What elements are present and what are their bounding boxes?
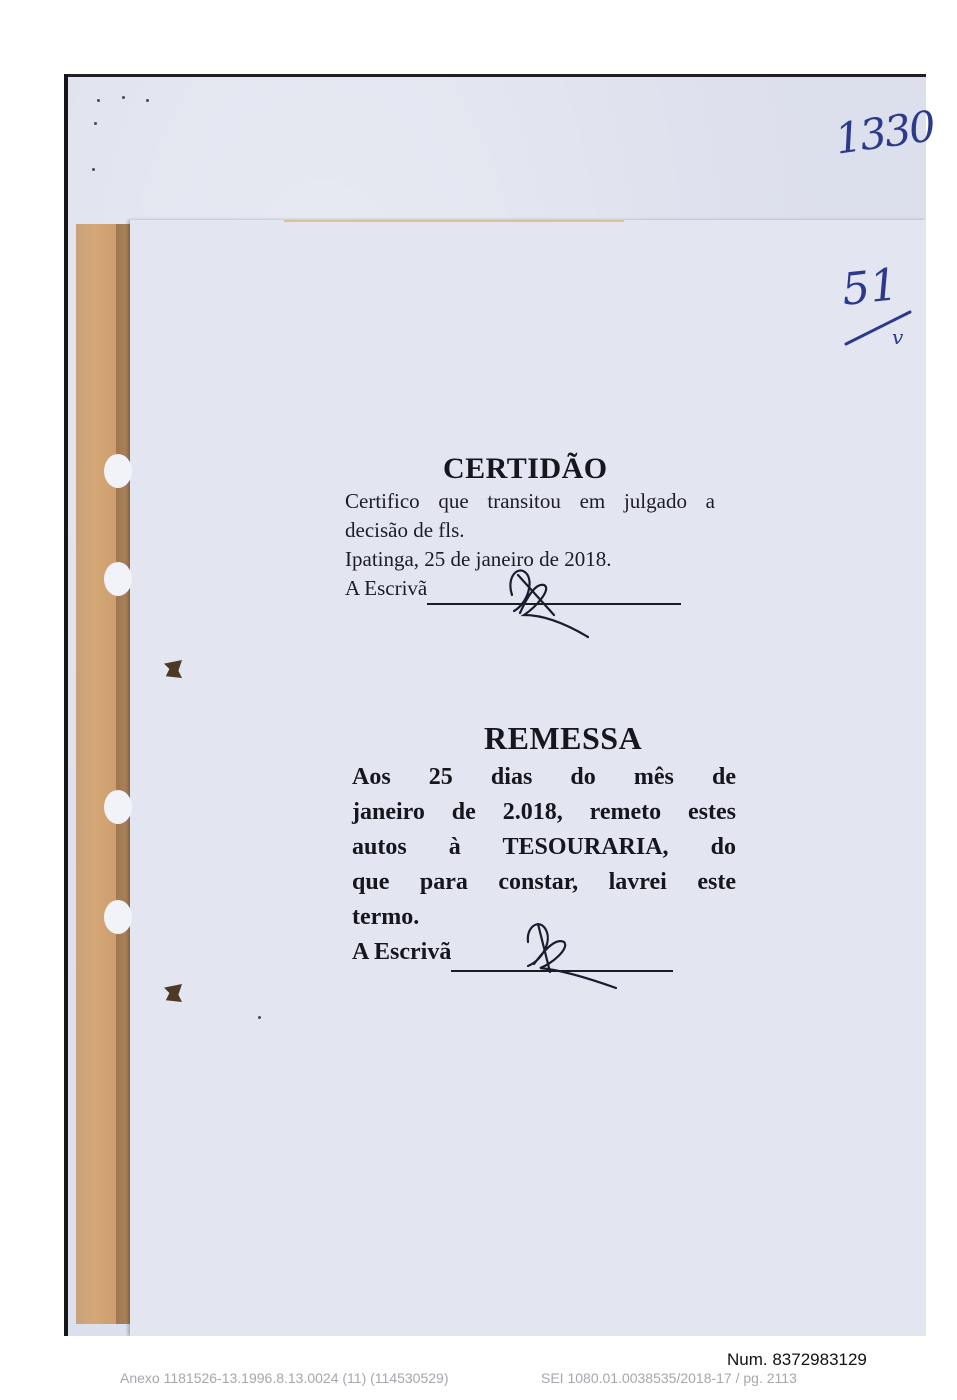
- remessa-title: REMESSA: [484, 720, 643, 756]
- punch-hole: [104, 562, 132, 596]
- certidao-line: Ipatinga, 25 de janeiro de 2018.: [345, 547, 612, 571]
- certidao-line: Certifico que transitou em julgado a: [345, 489, 715, 513]
- speck: [258, 1016, 261, 1019]
- folio-fraction-text: v: [892, 325, 904, 349]
- folio-fraction-mark: [840, 300, 920, 350]
- certidao-title: CERTIDÃO: [443, 452, 608, 485]
- punch-hole: [104, 900, 132, 934]
- remessa-line: autos à TESOURARIA, do: [352, 834, 736, 860]
- certidao-signature: [484, 555, 604, 645]
- scanned-page: [64, 74, 926, 1336]
- speck: [146, 99, 149, 102]
- sei-reference: SEI 1080.01.0038535/2018-17 / pg. 2113: [541, 1370, 797, 1386]
- remessa-signature: [498, 912, 628, 997]
- scan-edge-left: [64, 74, 68, 1336]
- document-number: Num. 8372983129: [727, 1350, 867, 1369]
- sheet-top-edge: [284, 220, 624, 222]
- remessa-line: que para constar, lavrei este: [352, 869, 736, 895]
- folio-old-handwritten: 51: [839, 259, 901, 316]
- signature-label: A Escrivã: [352, 939, 452, 965]
- speck: [94, 122, 97, 125]
- certidao-line: decisão de fls.: [345, 518, 465, 542]
- remessa-line: janeiro de 2.018, remeto estes: [352, 799, 736, 825]
- remessa-line: termo.: [352, 904, 420, 930]
- punch-hole: [104, 790, 132, 824]
- speck: [122, 96, 125, 99]
- speck: [92, 168, 95, 171]
- annex-reference: Anexo 1181526-13.1996.8.13.0024 (11) (114530529): [120, 1370, 449, 1386]
- signature-label: A Escrivã: [345, 576, 428, 600]
- folio-number-handwritten: 1330: [832, 101, 937, 164]
- remessa-line: Aos 25 dias do mês de: [352, 764, 736, 790]
- speck: [97, 99, 100, 102]
- punch-hole: [104, 454, 132, 488]
- folder-tab-strip: [76, 224, 136, 1324]
- scan-edge-top: [64, 74, 926, 77]
